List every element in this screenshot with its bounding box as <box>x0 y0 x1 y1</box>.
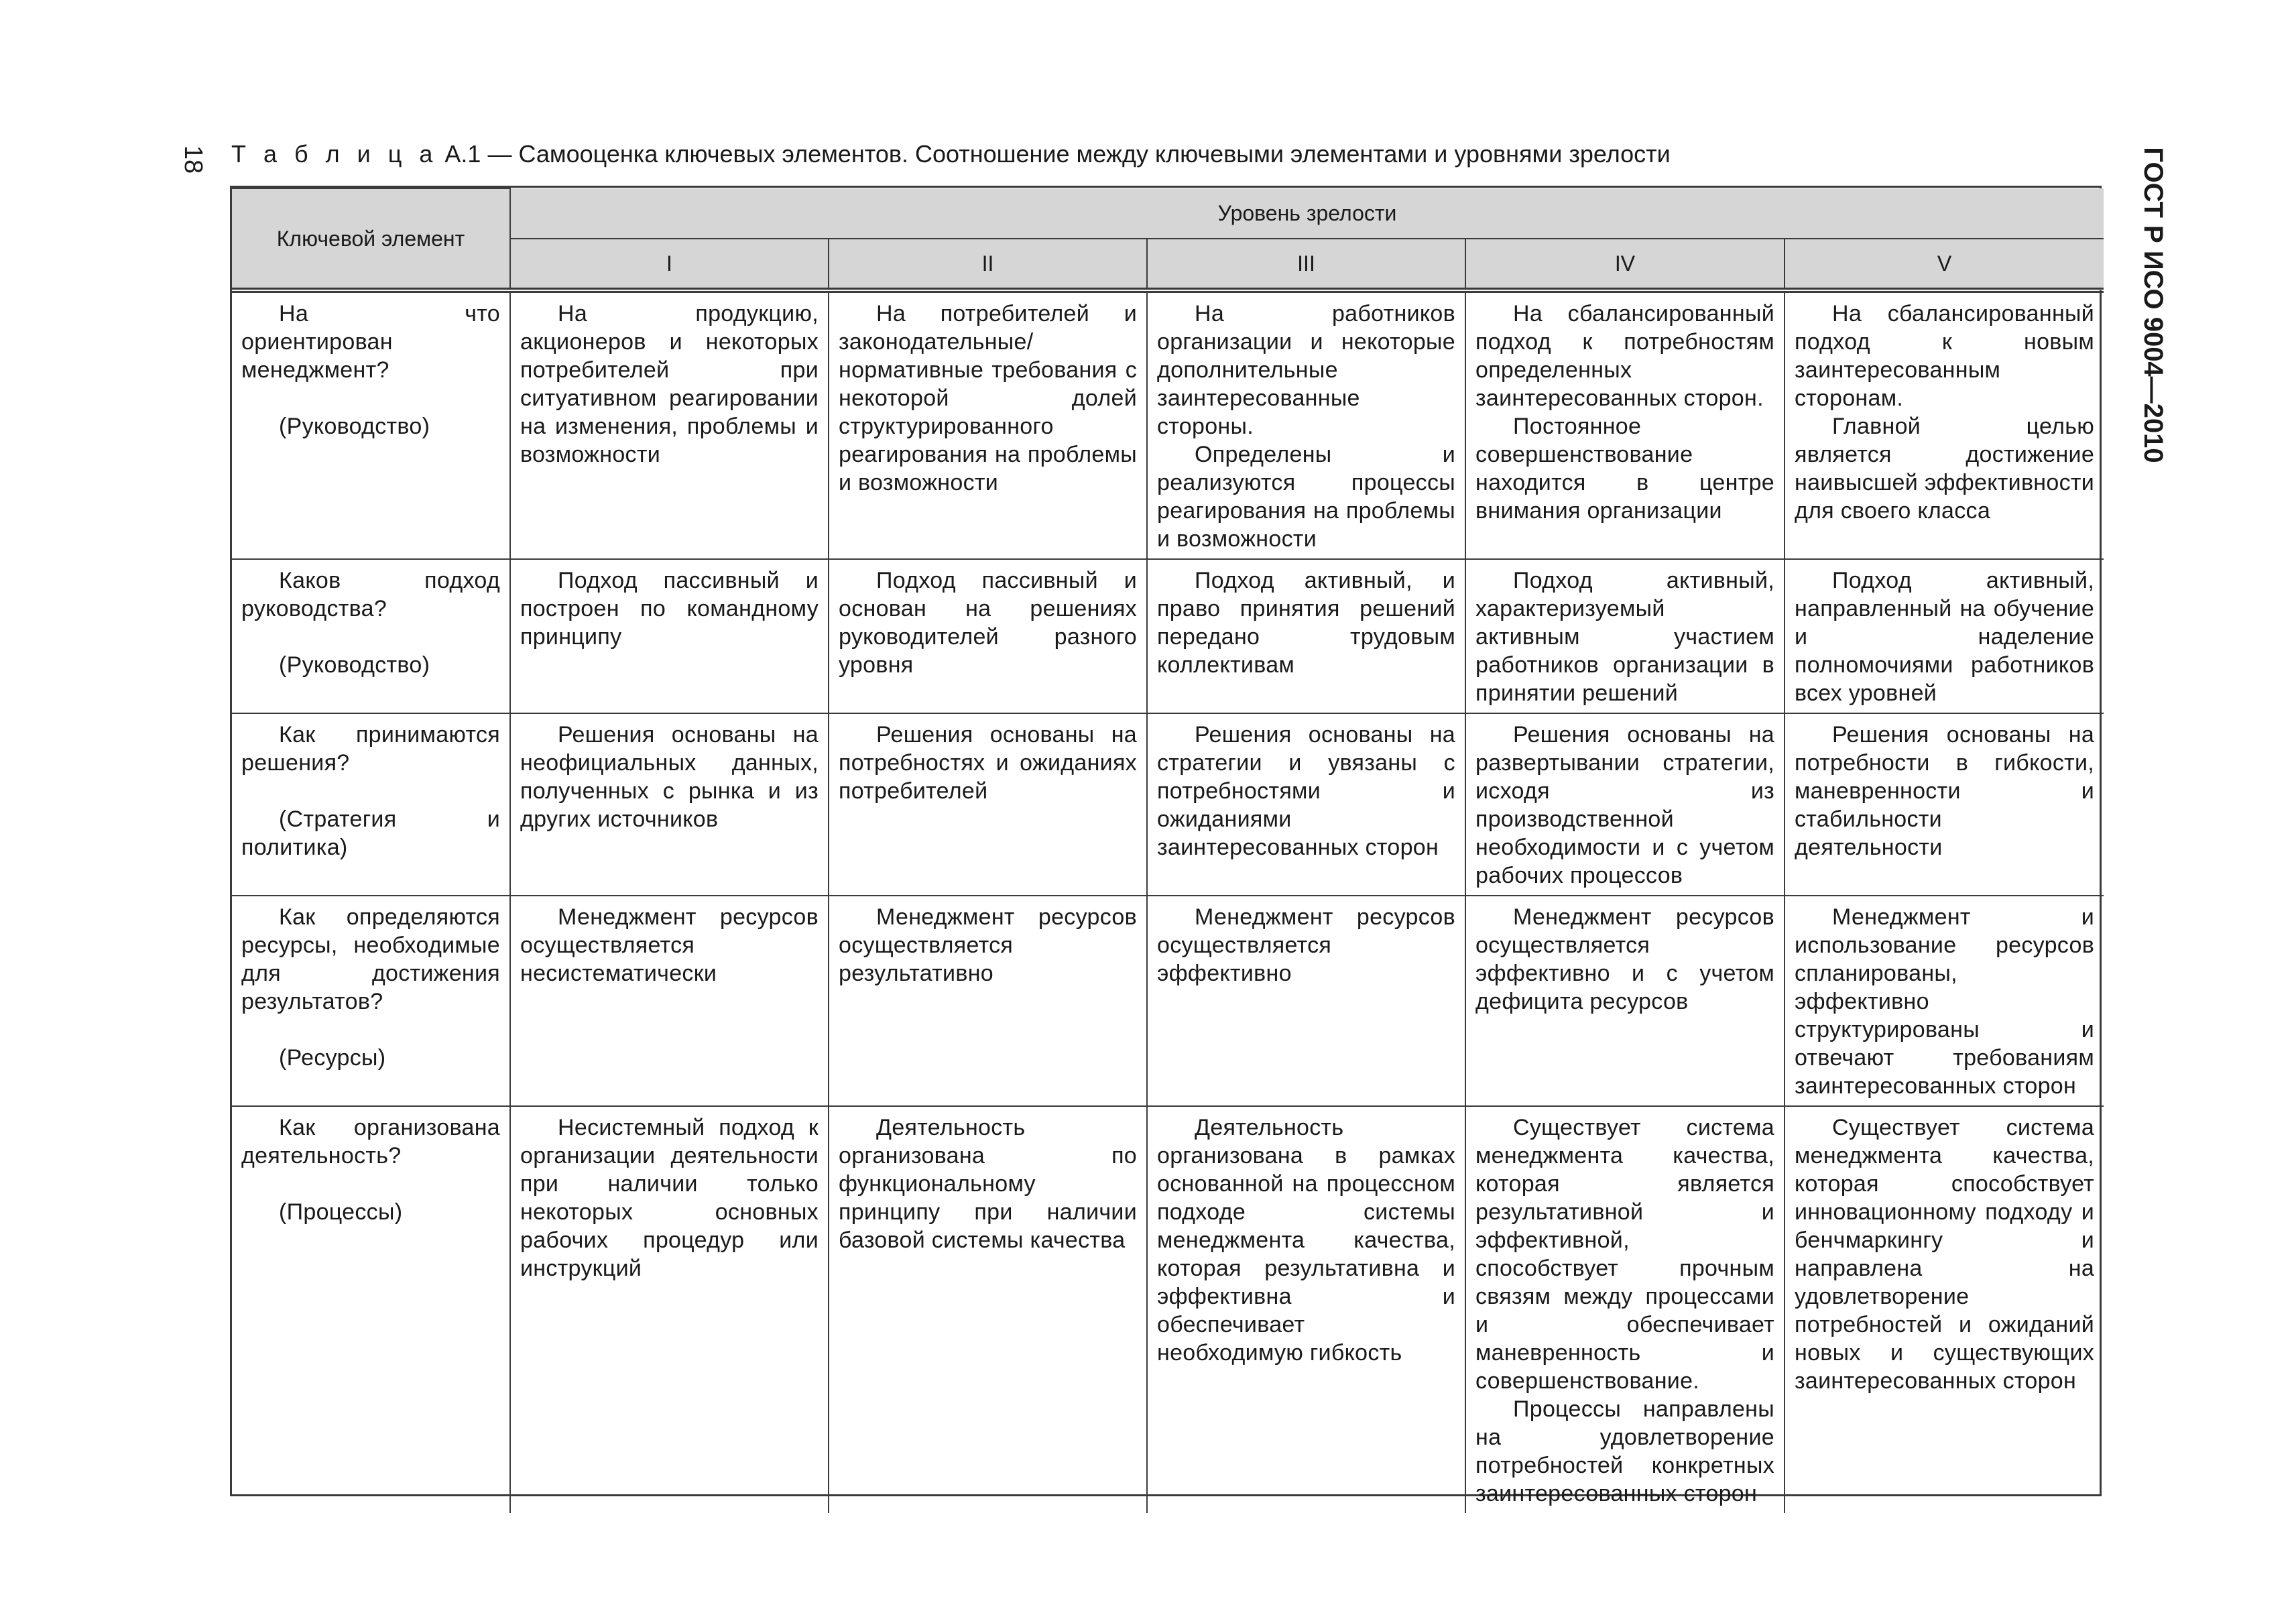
key-category: (Стратегия и политика) <box>241 806 500 860</box>
key-element-cell <box>232 1106 510 1513</box>
table-row <box>232 559 2104 713</box>
maturity-table-frame <box>230 186 2102 1506</box>
cell-text: Подход активный, направленный на обучение и наделение полномочиями работников всех уровней <box>1795 568 2095 706</box>
level-cell <box>1785 559 2104 713</box>
cell-text: Подход пассивный и основан на решениях руководителей разного уровня <box>839 568 1137 678</box>
key-element-cell <box>232 713 510 896</box>
cell-text: Менеджмент ресурсов осуществляется несистематически <box>520 904 819 986</box>
level-cell <box>1465 713 1785 896</box>
page-number: 18 <box>179 145 207 174</box>
level-cell <box>510 290 829 559</box>
level-cell <box>510 1106 829 1513</box>
level-cell <box>829 559 1147 713</box>
level-cell <box>1785 1106 2104 1513</box>
level-cell <box>1465 559 1785 713</box>
level-cell <box>829 1106 1147 1513</box>
cell-text: На сбалансированный подход к потребностям определенных заинтересованных сторон. <box>1475 301 1774 411</box>
cell-text: Менеджмент и использование ресурсов спланированы, эффективно структурированы и отвечают требованиям заинтересованных сторон <box>1795 904 2095 1099</box>
level-cell <box>1147 896 1465 1106</box>
level-header-5: V <box>1785 239 2104 290</box>
key-element-cell <box>232 290 510 559</box>
cell-text: Менеджмент ресурсов осуществляется эффективно <box>1157 904 1455 986</box>
level-header-4: IV <box>1465 239 1785 290</box>
table-row <box>232 290 2104 559</box>
caption-title: А.1 — Самооценка ключевых элементов. Соотношение между ключевыми элементами и уровнями зрелости <box>438 140 1671 168</box>
cell-text: Менеджмент ресурсов осуществляется результативно <box>839 904 1137 986</box>
key-question: Как организована деятельность? <box>241 1115 500 1168</box>
level-cell <box>829 896 1147 1106</box>
cell-text: Подход пассивный и построен по командному принципу <box>520 568 819 650</box>
level-cell <box>1465 896 1785 1106</box>
cell-text: Несистемный подход к организации деятельности при наличии только некоторых основных рабочих процедур или инструкций <box>520 1115 819 1281</box>
table-row <box>232 1106 2104 1513</box>
key-category: (Руководство) <box>279 652 430 678</box>
level-cell <box>829 713 1147 896</box>
cell-text: Решения основаны на неофициальных данных, полученных с рынка и из других источников <box>520 722 819 832</box>
cell-text: Постоянное совершенствование находится в центре внимания организации <box>1475 414 1774 524</box>
level-header-1: I <box>510 239 829 290</box>
cell-text: Менеджмент ресурсов осуществляется эффективно и с учетом дефицита ресурсов <box>1475 904 1774 1014</box>
cell-text: На работников организации и некоторые дополнительные заинтересованные стороны. <box>1157 301 1455 439</box>
cell-text: Подход активный, и право принятия решений передано трудовым коллективам <box>1157 568 1455 678</box>
key-question: Как принимаются решения? <box>241 722 500 776</box>
level-cell <box>829 290 1147 559</box>
level-cell <box>1147 290 1465 559</box>
key-element-cell <box>232 559 510 713</box>
key-question: Каков подход руководства? <box>241 568 500 621</box>
key-category: (Руководство) <box>279 414 430 439</box>
cell-text: Решения основаны на потребности в гибкости, маневренности и стабильности деятельности <box>1795 722 2095 860</box>
cell-text: Решения основаны на потребностях и ожиданиях потребителей <box>839 722 1137 804</box>
cell-text: Главной целью является достижение наивысшей эффективности для своего класса <box>1795 414 2095 524</box>
caption-table-label: Т а б л и ц а <box>231 140 438 168</box>
level-cell <box>1785 290 2104 559</box>
level-cell <box>1785 713 2104 896</box>
standard-designation: ГОСТ Р ИСО 9004—2010 <box>2138 147 2168 463</box>
level-cell <box>1465 1106 1785 1513</box>
table-caption <box>231 138 1671 170</box>
level-cell <box>510 713 829 896</box>
level-cell <box>510 896 829 1106</box>
cell-text: Процессы направлены на удовлетворение потребностей конкретных заинтересованных сторон <box>1475 1396 1774 1506</box>
key-element-cell <box>232 896 510 1106</box>
maturity-table <box>232 188 2104 1513</box>
level-cell <box>1147 559 1465 713</box>
cell-text: Деятельность организована в рамках основанной на процессном подходе системы менеджмента качества, которая результативна и эффективна и обеспечивает необходимую гибкость <box>1157 1115 1455 1366</box>
level-cell <box>1147 1106 1465 1513</box>
cell-text: На продукцию, акционеров и некоторых потребителей при ситуативном реагировании на изменения, проблемы и возможности <box>520 301 819 467</box>
key-category: (Процессы) <box>279 1199 403 1225</box>
level-cell <box>1147 713 1465 896</box>
cell-text: Существует система менеджмента качества, которая является результативной и эффективной, способствует прочным связям между процессами и обеспечивает маневренность и совершенствование. <box>1475 1115 1774 1394</box>
table-row <box>232 896 2104 1106</box>
key-question: На что ориентирован менеджмент? <box>241 301 500 383</box>
cell-text: На сбалансированный подход к новым заинтересованным сторонам. <box>1795 301 2095 411</box>
cell-text: Подход активный, характеризуемый активным участием работников организации в принятии решений <box>1475 568 1774 706</box>
level-header-3: III <box>1147 239 1465 290</box>
cell-text: Деятельность организована по функциональному принципу при наличии базовой системы качества <box>839 1115 1137 1253</box>
key-element-header: Ключевой элемент <box>232 188 510 290</box>
table-row <box>232 713 2104 896</box>
cell-text: Решения основаны на стратегии и увязаны с потребностями и ожиданиями заинтересованных сторон <box>1157 722 1455 860</box>
key-category: (Ресурсы) <box>279 1045 386 1071</box>
cell-text: Решения основаны на развертывании стратегии, исходя из производственной необходимости и с учетом рабочих процессов <box>1475 722 1774 888</box>
key-question: Как определяются ресурсы, необходимые для достижения результатов? <box>241 904 500 1014</box>
cell-text: Существует система менеджмента качества, которая способствует инновационному подходу и бенчмаркингу и направлена на удовлетворение потребностей и ожиданий новых и существующих заинтересованных сторон <box>1795 1115 2095 1394</box>
level-cell <box>1785 896 2104 1106</box>
cell-text: На потребителей и законодательные/ нормативные требования с некоторой долей структурированного реагирования на проблемы и возможности <box>839 301 1137 495</box>
level-cell <box>510 559 829 713</box>
level-header-2: II <box>829 239 1147 290</box>
maturity-level-header: Уровень зрелости <box>510 188 2104 239</box>
level-cell <box>1465 290 1785 559</box>
cell-text: Определены и реализуются процессы реагирования на проблемы и возможности <box>1157 442 1455 552</box>
